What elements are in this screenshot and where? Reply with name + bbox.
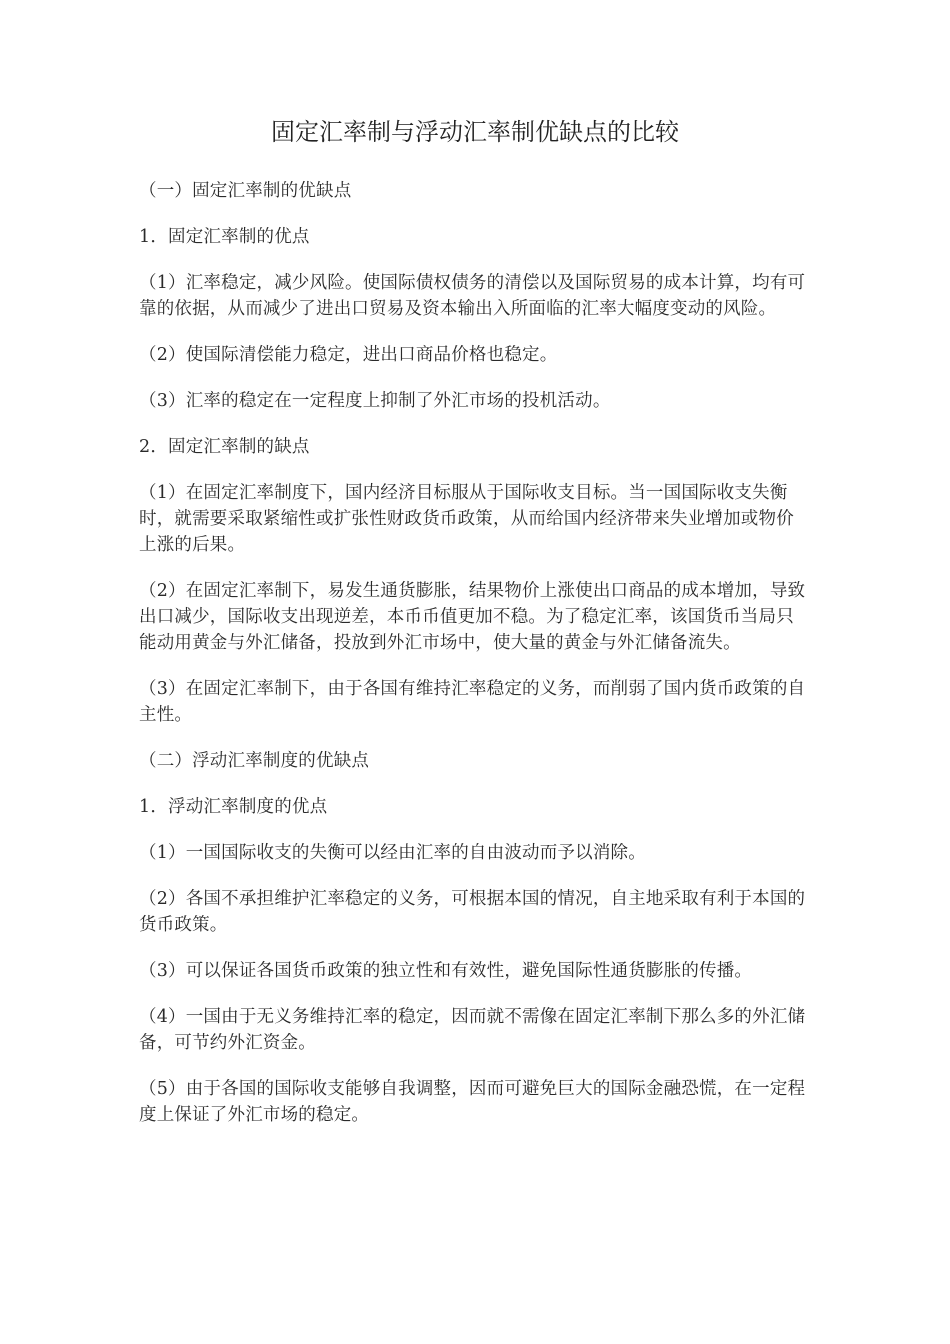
paragraph: （3）汇率的稳定在一定程度上抑制了外汇市场的投机活动。 bbox=[139, 391, 611, 411]
section-heading: （一）固定汇率制的优缺点 bbox=[139, 181, 352, 201]
paragraph: （2）使国际清偿能力稳定，进出口商品价格也稳定。 bbox=[139, 345, 558, 365]
document-body bbox=[139, 178, 811, 1128]
paragraph: （3）可以保证各国货币政策的独立性和有效性，避免国际性通货膨胀的传播。 bbox=[139, 961, 753, 981]
subsection-heading: 2．固定汇率制的缺点 bbox=[139, 437, 310, 457]
document-title: 固定汇率制与浮动汇率制优缺点的比较 bbox=[271, 118, 679, 146]
paragraph: （3）在固定汇率制下，由于各国有维持汇率稳定的义务，而削弱了国内货币政策的自主性。 bbox=[139, 679, 806, 725]
paragraph: （1）在固定汇率制度下，国内经济目标服从于国际收支目标。当一国国际收支失衡时，就需要采取紧缩性或扩张性财政货币政策，从而给国内经济带来失业增加或物价上涨的后果。 bbox=[139, 483, 794, 555]
paragraph: （4）一国由于无义务维持汇率的稳定，因而就不需像在固定汇率制下那么多的外汇储备，可节约外汇资金。 bbox=[139, 1007, 806, 1053]
paragraph: （1）一国国际收支的失衡可以经由汇率的自由波动而予以消除。 bbox=[139, 843, 646, 863]
subsection-heading: 1．浮动汇率制度的优点 bbox=[139, 797, 328, 817]
paragraph: （2）在固定汇率制下，易发生通货膨胀，结果物价上涨使出口商品的成本增加，导致出口减少，国际收支出现逆差，本币币值更加不稳。为了稳定汇率，该国货币当局只能动用黄金与外汇储备，投放到外汇市场中，使大量的黄金与外汇储备流失。 bbox=[139, 581, 806, 653]
paragraph: （1）汇率稳定，减少风险。使国际债权债务的清偿以及国际贸易的成本计算，均有可靠的依据，从而减少了进出口贸易及资本输出入所面临的汇率大幅度变动的风险。 bbox=[139, 273, 806, 319]
section-heading: （二）浮动汇率制度的优缺点 bbox=[139, 751, 370, 771]
paragraph: （5）由于各国的国际收支能够自我调整，因而可避免巨大的国际金融恐慌，在一定程度上保证了外汇市场的稳定。 bbox=[139, 1079, 806, 1125]
paragraph: （2）各国不承担维护汇率稳定的义务，可根据本国的情况，自主地采取有利于本国的货币政策。 bbox=[139, 889, 806, 935]
subsection-heading: 1．固定汇率制的优点 bbox=[139, 227, 310, 247]
